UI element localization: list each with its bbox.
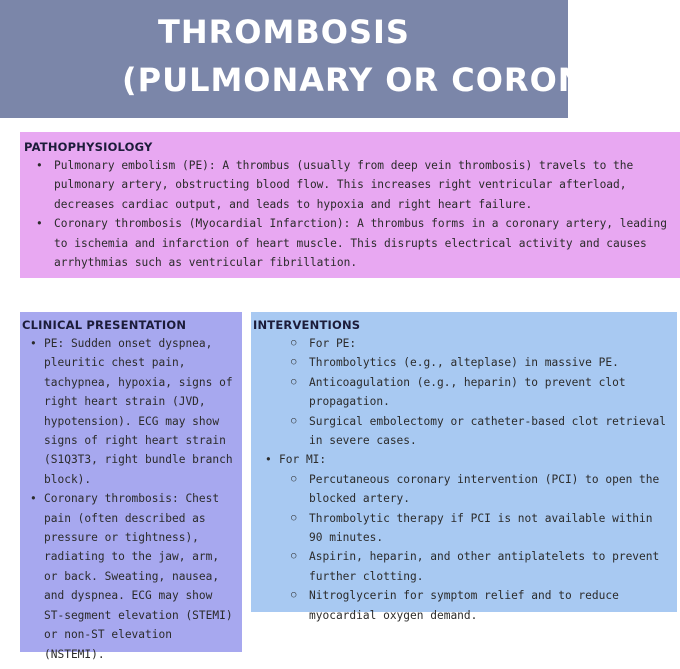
list-item: ○ Thrombolytics (e.g., alteplase) in massive PE. [253, 353, 671, 372]
list-item: ○ Aspirin, heparin, and other antiplatelets to prevent further clotting. [253, 547, 671, 586]
interventions-heading: INTERVENTIONS [253, 318, 361, 332]
list-item: ○ Nitroglycerin for symptom relief and to reduce myocardial oxygen demand. [253, 586, 671, 625]
list-item: • PE: Sudden onset dyspnea, pleuritic chest pain, tachypnea, hypoxia, signs of right heart strain (JVD, hypotension). ECG may show signs of right heart strain (S1Q3T3, right bundle branch block). [22, 334, 236, 489]
pathophysiology-list [24, 156, 670, 272]
interventions-section [251, 312, 677, 622]
list-item: ○ Surgical embolectomy or catheter-based clot retrieval in severe cases. [253, 412, 671, 451]
list-item: ○ Thrombolytic therapy if PCI is not available within 90 minutes. [253, 509, 671, 548]
title-line-1: THROMBOSIS [158, 13, 410, 51]
list-item: ○ Anticoagulation (e.g., heparin) to prevent clot propagation. [253, 373, 671, 412]
list-item: ○ Percutaneous coronary intervention (PCI) to open the blocked artery. [253, 470, 671, 509]
pathophysiology-section [20, 132, 680, 278]
pe-label: ○ For PE: [253, 334, 671, 353]
title-banner [0, 0, 660, 118]
pathophysiology-heading: PATHOPHYSIOLOGY [24, 140, 153, 154]
clinical-presentation-heading: CLINICAL PRESENTATION [22, 318, 187, 332]
list-item: • Coronary thrombosis: Chest pain (often described as pressure or tightness), radiating to the jaw, arm, or back. Sweating, nausea, and dyspnea. ECG may show ST-segment elevation (STEMI) or non-ST elevation (NSTEMI). [22, 489, 236, 664]
list-item: • Pulmonary embolism (PE): A thrombus (usually from deep vein thrombosis) travels to the pulmonary artery, obstructing blood flow. This increases right ventricular afterload, decreases cardiac output, and leads to hypoxia and right heart failure. [24, 156, 670, 214]
title-line-2: (PULMONARY OR CORONARY [122, 61, 660, 99]
list-item: • Coronary thrombosis (Myocardial Infarction): A thrombus forms in a coronary artery, leading to ischemia and infarction of heart muscle. This disrupts electrical activity and causes arrhythmias such as ventricular fibrillation. [24, 214, 670, 272]
interventions-list [253, 334, 671, 625]
mi-label: • For MI: [253, 450, 671, 469]
clinical-presentation-section [20, 312, 242, 661]
clinical-presentation-list [22, 334, 236, 664]
